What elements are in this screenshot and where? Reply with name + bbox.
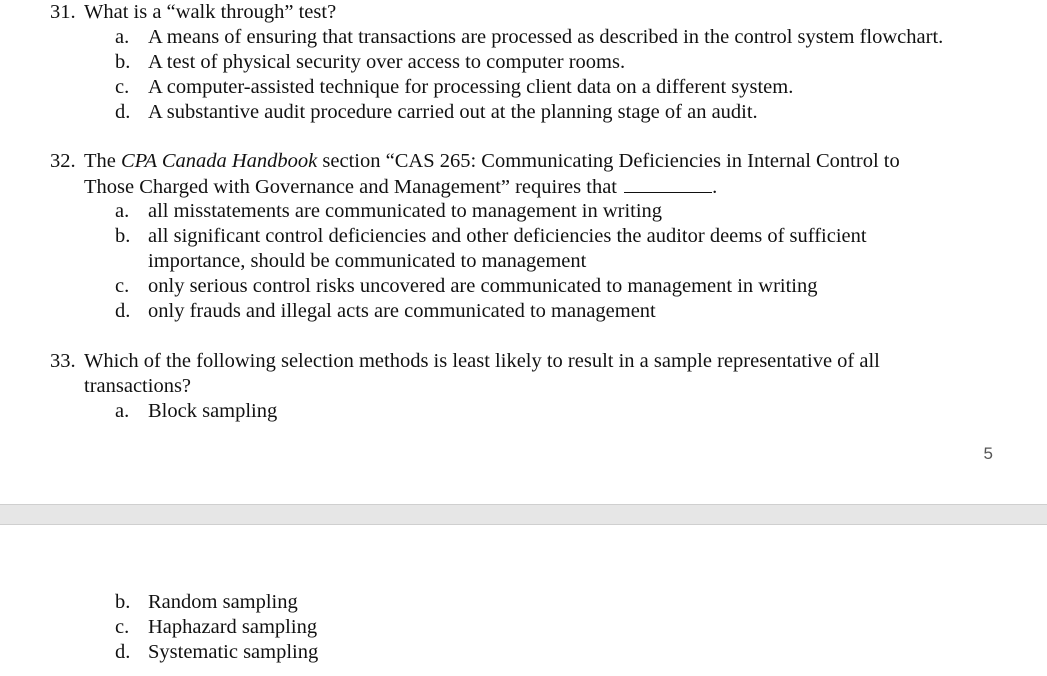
question-text: [84, 174, 717, 200]
option-letter: b.: [115, 591, 131, 613]
option-text: A computer-assisted technique for processing client data on a different system.: [148, 76, 794, 98]
question-text: Which of the following selection methods is least likely to result in a sample representative of all: [84, 350, 880, 372]
option-letter: b.: [115, 51, 131, 73]
question-text-line2: Those Charged with Governance and Management” requires that: [84, 176, 617, 198]
option-text: A test of physical security over access to computer rooms.: [148, 51, 626, 73]
option-text: Haphazard sampling: [148, 616, 318, 638]
option-letter: c.: [115, 275, 130, 297]
option-letter: b.: [115, 225, 131, 247]
question-text: [84, 149, 900, 174]
option-text: Systematic sampling: [148, 641, 319, 663]
option-letter: a.: [115, 400, 130, 422]
question-number: 33.: [50, 350, 76, 372]
option-letter: a.: [115, 26, 130, 48]
question-text: What is a “walk through” test?: [84, 1, 337, 23]
option-text: Random sampling: [148, 591, 298, 613]
question-text-prefix: The: [84, 150, 121, 172]
option-text: importance, should be communicated to management: [148, 250, 587, 272]
option-text: Block sampling: [148, 400, 278, 422]
option-text: all significant control deficiencies and other deficiencies the auditor deems of sufficient: [148, 225, 867, 247]
answer-blank: [624, 174, 712, 193]
option-text: A substantive audit procedure carried out at the planning stage of an audit.: [148, 101, 758, 123]
handbook-title: CPA Canada Handbook: [121, 150, 318, 172]
option-text: all misstatements are communicated to management in writing: [148, 200, 663, 222]
question-text-end: .: [712, 176, 718, 198]
option-text: only frauds and illegal acts are communicated to management: [148, 300, 656, 322]
option-letter: c.: [115, 616, 130, 638]
option-letter: d.: [115, 300, 131, 322]
option-letter: d.: [115, 641, 131, 663]
option-letter: a.: [115, 200, 130, 222]
option-text: only serious control risks uncovered are communicated to management in writing: [148, 275, 818, 297]
option-letter: d.: [115, 101, 131, 123]
question-number: 31.: [50, 1, 76, 23]
page-break: [0, 504, 1047, 525]
question-text-suffix: section “CAS 265: Communicating Deficiencies in Internal Control to: [317, 150, 900, 172]
option-text: A means of ensuring that transactions are processed as described in the control system flowchart.: [148, 26, 944, 48]
option-letter: c.: [115, 76, 130, 98]
question-text: transactions?: [84, 375, 192, 397]
page-number: 5: [983, 444, 993, 463]
question-number: 32.: [50, 150, 76, 172]
